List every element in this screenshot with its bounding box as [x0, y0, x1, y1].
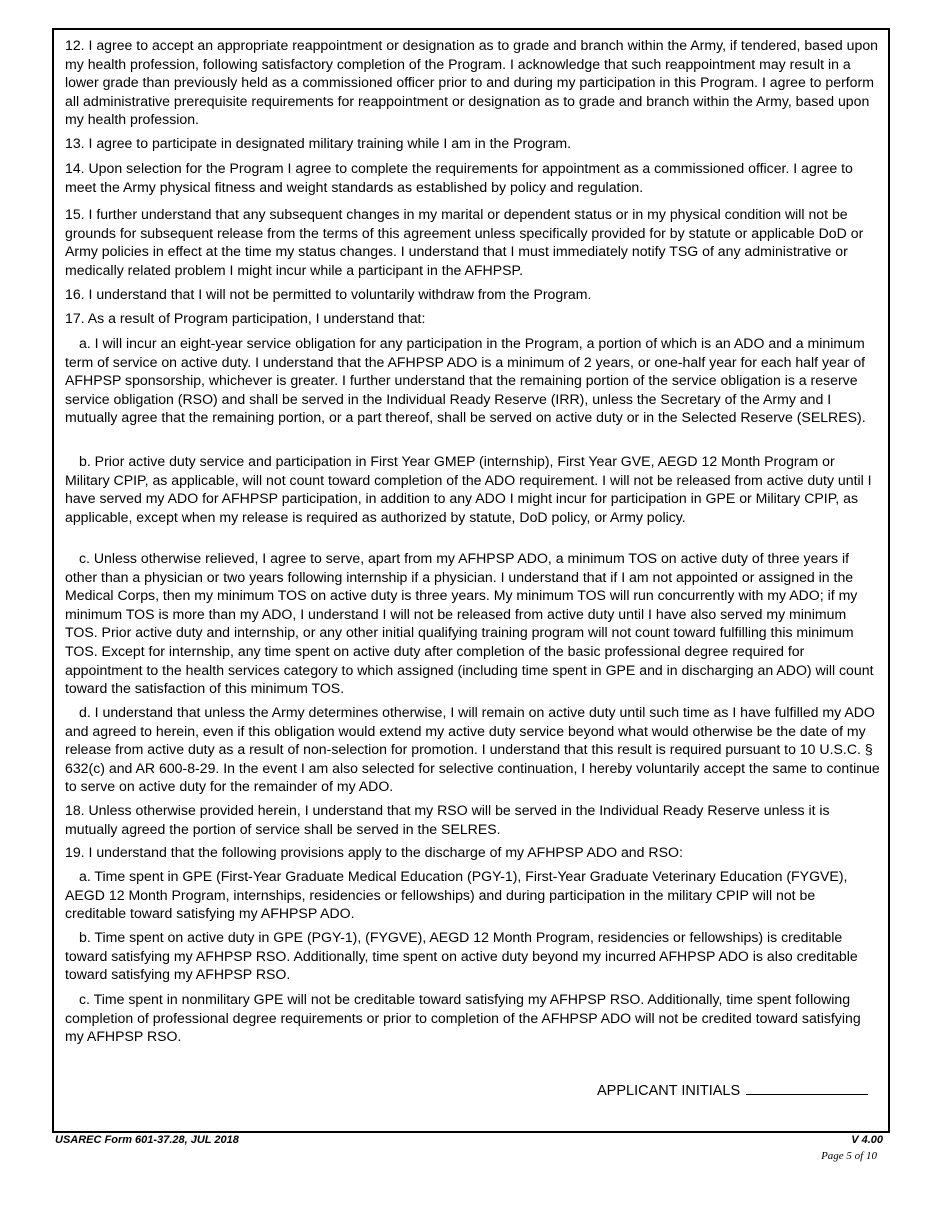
- form-body: [52, 28, 890, 1133]
- paragraph-17d: d. I understand that unless the Army determines otherwise, I will remain on active duty until such time as I have fulfilled my ADO and agreed to herein, even if this obligation would extend my active duty service beyond what would otherwise be the date of my release from active duty as a result of non-selection for promotion. I understand that this result is required pursuant to 10 U.S.C. § 632(c) and AR 600-8-29. In the event I am also selected for selective continuation, I hereby voluntarily accept the same to continue to serve on active duty for the remainder of my ADO.: [65, 704, 880, 795]
- paragraph-12: 12. I agree to accept an appropriate reappointment or designation as to grade and branch within the Army, if tendered, based upon my health profession, following satisfactory completion of the Program. I acknowledge that such reappointment may result in a lower grade than previously held as a commissioned officer prior to and during my participation in this Program. I agree to perform all administrative prerequisite requirements for reappointment or designation as to grade and branch within the Army, based upon my health profession.: [65, 37, 879, 128]
- form-identifier: USAREC Form 601-37.28, JUL 2018: [55, 1134, 239, 1146]
- paragraph-17a: a. I will incur an eight-year service obligation for any participation in the Program, a portion of which is an ADO and a minimum term of service on active duty. I understand that the AFHPSP ADO is a minimum of 2 years, or one-half year for each half year of AFHPSP sponsorship, whichever is greater. I further understand that the remaining portion of the service obligation is a reserve service obligation (RSO) and shall be served in the Individual Ready Reserve (IRR), unless the Secretary of the Army and I mutually agree that the remaining portion, or a part thereof, shall be served on active duty or in the Selected Reserve (SELRES).: [65, 335, 866, 426]
- paragraph-19c: c. Time spent in nonmilitary GPE will not be creditable toward satisfying my AFHPSP RSO. Additionally, time spent following completion of professional degree requirements or prior to completion of the AFHPSP ADO will not be credited toward satisfying my AFHPSP RSO.: [65, 991, 861, 1045]
- paragraph-17c: c. Unless otherwise relieved, I agree to serve, apart from my AFHPSP ADO, a minimum TOS on active duty of three years if other than a physician or two years following internship if a physician. I understand that if I am not appointed or assigned in the Medical Corps, then my minimum TOS on active duty is three years. My minimum TOS will run concurrently with my ADO; if my minimum TOS is more than my ADO, I understand I will not be released from active duty until I have also served my minimum TOS. Prior active duty and internship, or any other initial qualifying training program will not count toward fulfilling this minimum TOS. Except for internship, any time spent on active duty after completion of the basic professional degree required for appointment to the health services category to which assigned (including time spent in GPE and in discharging an ADO) will count toward the satisfaction of this minimum TOS.: [65, 550, 874, 697]
- form-version: V 4.00: [851, 1134, 883, 1146]
- paragraph-18: 18. Unless otherwise provided herein, I understand that my RSO will be served in the Individual Ready Reserve unless it is mutually agreed the portion of service shall be served in the SELRES.: [65, 802, 830, 837]
- applicant-initials: [597, 1080, 868, 1099]
- applicant-initials-field[interactable]: [746, 1080, 868, 1095]
- paragraph-19a: a. Time spent in GPE (First-Year Graduate Medical Education (PGY-1), First-Year Graduate Veterinary Education (FYGVE), AEGD 12 Month Program, internships, residencies or fellowships) and during participation in the military CPIP will not be creditable toward satisfying my AFHPSP ADO.: [65, 868, 848, 922]
- applicant-initials-label: APPLICANT INITIALS: [597, 1083, 741, 1099]
- page-number: Page 5 of 10: [821, 1150, 877, 1162]
- paragraph-15: 15. I further understand that any subsequent changes in my marital or dependent status or in my physical condition will not be grounds for subsequent release from the terms of this agreement unless specifically provided for by statute or applicable DoD or Army policies in effect at the time my status changes. I understand that I must immediately notify TSG of any administrative or medically related problem I might incur while a participant in the AFHPSP.: [65, 206, 864, 278]
- paragraph-13: 13. I agree to participate in designated military training while I am in the Program.: [65, 135, 572, 151]
- paragraph-16: 16. I understand that I will not be permitted to voluntarily withdraw from the Program.: [65, 286, 592, 302]
- paragraph-17b: b. Prior active duty service and participation in First Year GMEP (internship), First Year GVE, AEGD 12 Month Program or Military CPIP, as applicable, will not count toward completion of the ADO requirement. I will not be released from active duty until I have served my ADO for AFHPSP participation, in addition to any ADO I might incur for participation in GPE or Military CPIP, as applicable, except when my release is required as authorized by statute, DoD policy, or Army policy.: [65, 453, 872, 525]
- paragraph-19b: b. Time spent on active duty in GPE (PGY-1), (FYGVE), AEGD 12 Month Program, residencies or fellowships) is creditable toward satisfying my AFHPSP RSO. Additionally, time spent on active duty beyond my incurred AFHPSP ADO is also creditable toward satisfying my AFHPSP RSO.: [65, 929, 858, 983]
- paragraph-14: 14. Upon selection for the Program I agree to complete the requirements for appointment as a commissioned officer. I agree to meet the Army physical fitness and weight standards as established by policy and regulation.: [65, 160, 853, 195]
- paragraph-17: 17. As a result of Program participation, I understand that:: [65, 310, 426, 326]
- paragraph-19: 19. I understand that the following provisions apply to the discharge of my AFHPSP ADO and RSO:: [65, 844, 683, 860]
